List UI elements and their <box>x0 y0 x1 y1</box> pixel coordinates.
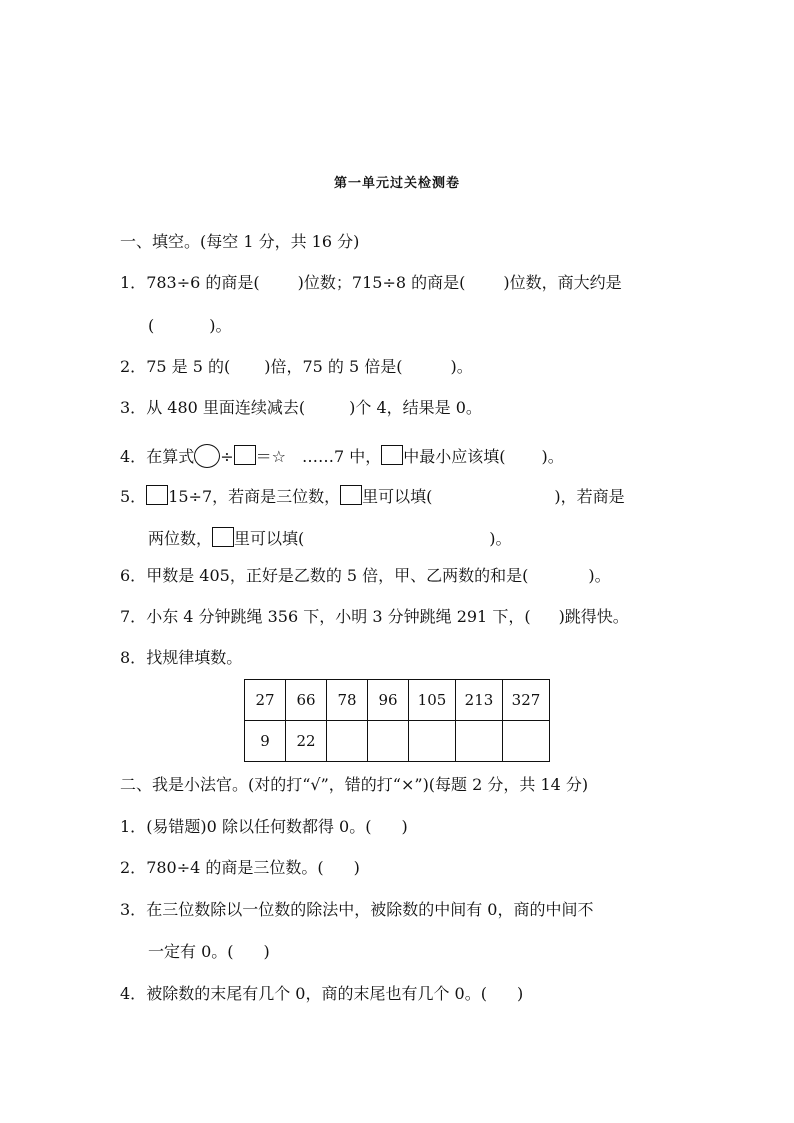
question-number: 6． <box>120 566 147 585</box>
section1-heading: 一、填空。(每空 1 分，共 16 分) <box>120 232 360 251</box>
question-2-2: 2．780÷4 的商是三位数。( ) <box>120 858 360 877</box>
square-symbol <box>340 485 362 505</box>
question-2-4: 4．被除数的末尾有几个 0，商的末尾也有几个 0。( ) <box>120 984 524 1003</box>
table-row <box>245 680 550 721</box>
table-cell-blank[interactable] <box>327 721 368 762</box>
question-number: 2． <box>120 858 147 877</box>
table-cell: 66 <box>286 680 327 721</box>
question-1-3: 3．从 480 里面连续减去( )个 4，结果是 0。 <box>120 398 482 417</box>
question-number: 4． <box>120 984 147 1003</box>
question-number: 8． <box>120 648 147 667</box>
table-cell-blank[interactable] <box>456 721 503 762</box>
table-row <box>245 721 550 762</box>
question-number: 3． <box>120 398 147 417</box>
table-cell: 78 <box>327 680 368 721</box>
question-2-3-continued: 一定有 0。( ) <box>148 942 270 961</box>
table-cell: 27 <box>245 680 286 721</box>
star-icon: ☆ <box>271 447 286 466</box>
table-cell: 22 <box>286 721 327 762</box>
question-1-1: 1．783÷6 的商是( )位数；715÷8 的商是( )位数，商大约是 <box>120 273 622 292</box>
table-cell: 96 <box>368 680 409 721</box>
question-1-7: 7．小东 4 分钟跳绳 356 下，小明 3 分钟跳绳 291 下，( )跳得快。 <box>120 607 629 626</box>
question-number: 1． <box>120 273 147 292</box>
question-1-5: 5． 15÷7，若商是三位数， 里可以填( )，若商是 <box>120 487 625 506</box>
question-number: 3． <box>120 900 147 919</box>
question-1-6: 6．甲数是 405，正好是乙数的 5 倍，甲、乙两数的和是( )。 <box>120 566 611 585</box>
section2-heading: 二、我是小法官。(对的打“√”，错的打“×”)(每题 2 分，共 14 分) <box>120 775 589 794</box>
question-number: 7． <box>120 607 147 626</box>
question-1-8: 8．找规律填数。 <box>120 648 243 667</box>
question-2-1: 1．(易错题)0 除以任何数都得 0。( ) <box>120 817 408 836</box>
pattern-table <box>244 679 550 762</box>
question-number: 5． <box>120 487 147 506</box>
table-cell: 105 <box>409 680 456 721</box>
table-cell: 327 <box>503 680 550 721</box>
question-1-2: 2．75 是 5 的( )倍，75 的 5 倍是( )。 <box>120 357 473 376</box>
square-symbol <box>146 485 168 505</box>
table-cell: 213 <box>456 680 503 721</box>
square-symbol <box>381 445 403 465</box>
square-symbol <box>212 527 234 547</box>
page-title: 第一单元过关检测卷 <box>333 176 460 191</box>
square-symbol <box>234 445 256 465</box>
table-cell-blank[interactable] <box>409 721 456 762</box>
question-2-3: 3．在三位数除以一位数的除法中，被除数的中间有 0，商的中间不 <box>120 900 594 919</box>
question-number: 2． <box>120 357 147 376</box>
question-number: 1． <box>120 817 147 836</box>
table-cell: 9 <box>245 721 286 762</box>
question-number: 4． <box>120 447 147 466</box>
question-1-1-continued: ( )。 <box>148 316 232 335</box>
table-cell-blank[interactable] <box>368 721 409 762</box>
question-1-4: 4．在算式 ÷ ＝☆ ……7 中， 中最小应该填( )。 <box>120 444 564 468</box>
circle-symbol <box>194 444 220 468</box>
question-1-5-continued: 两位数， 里可以填( )。 <box>148 529 512 548</box>
table-cell-blank[interactable] <box>503 721 550 762</box>
